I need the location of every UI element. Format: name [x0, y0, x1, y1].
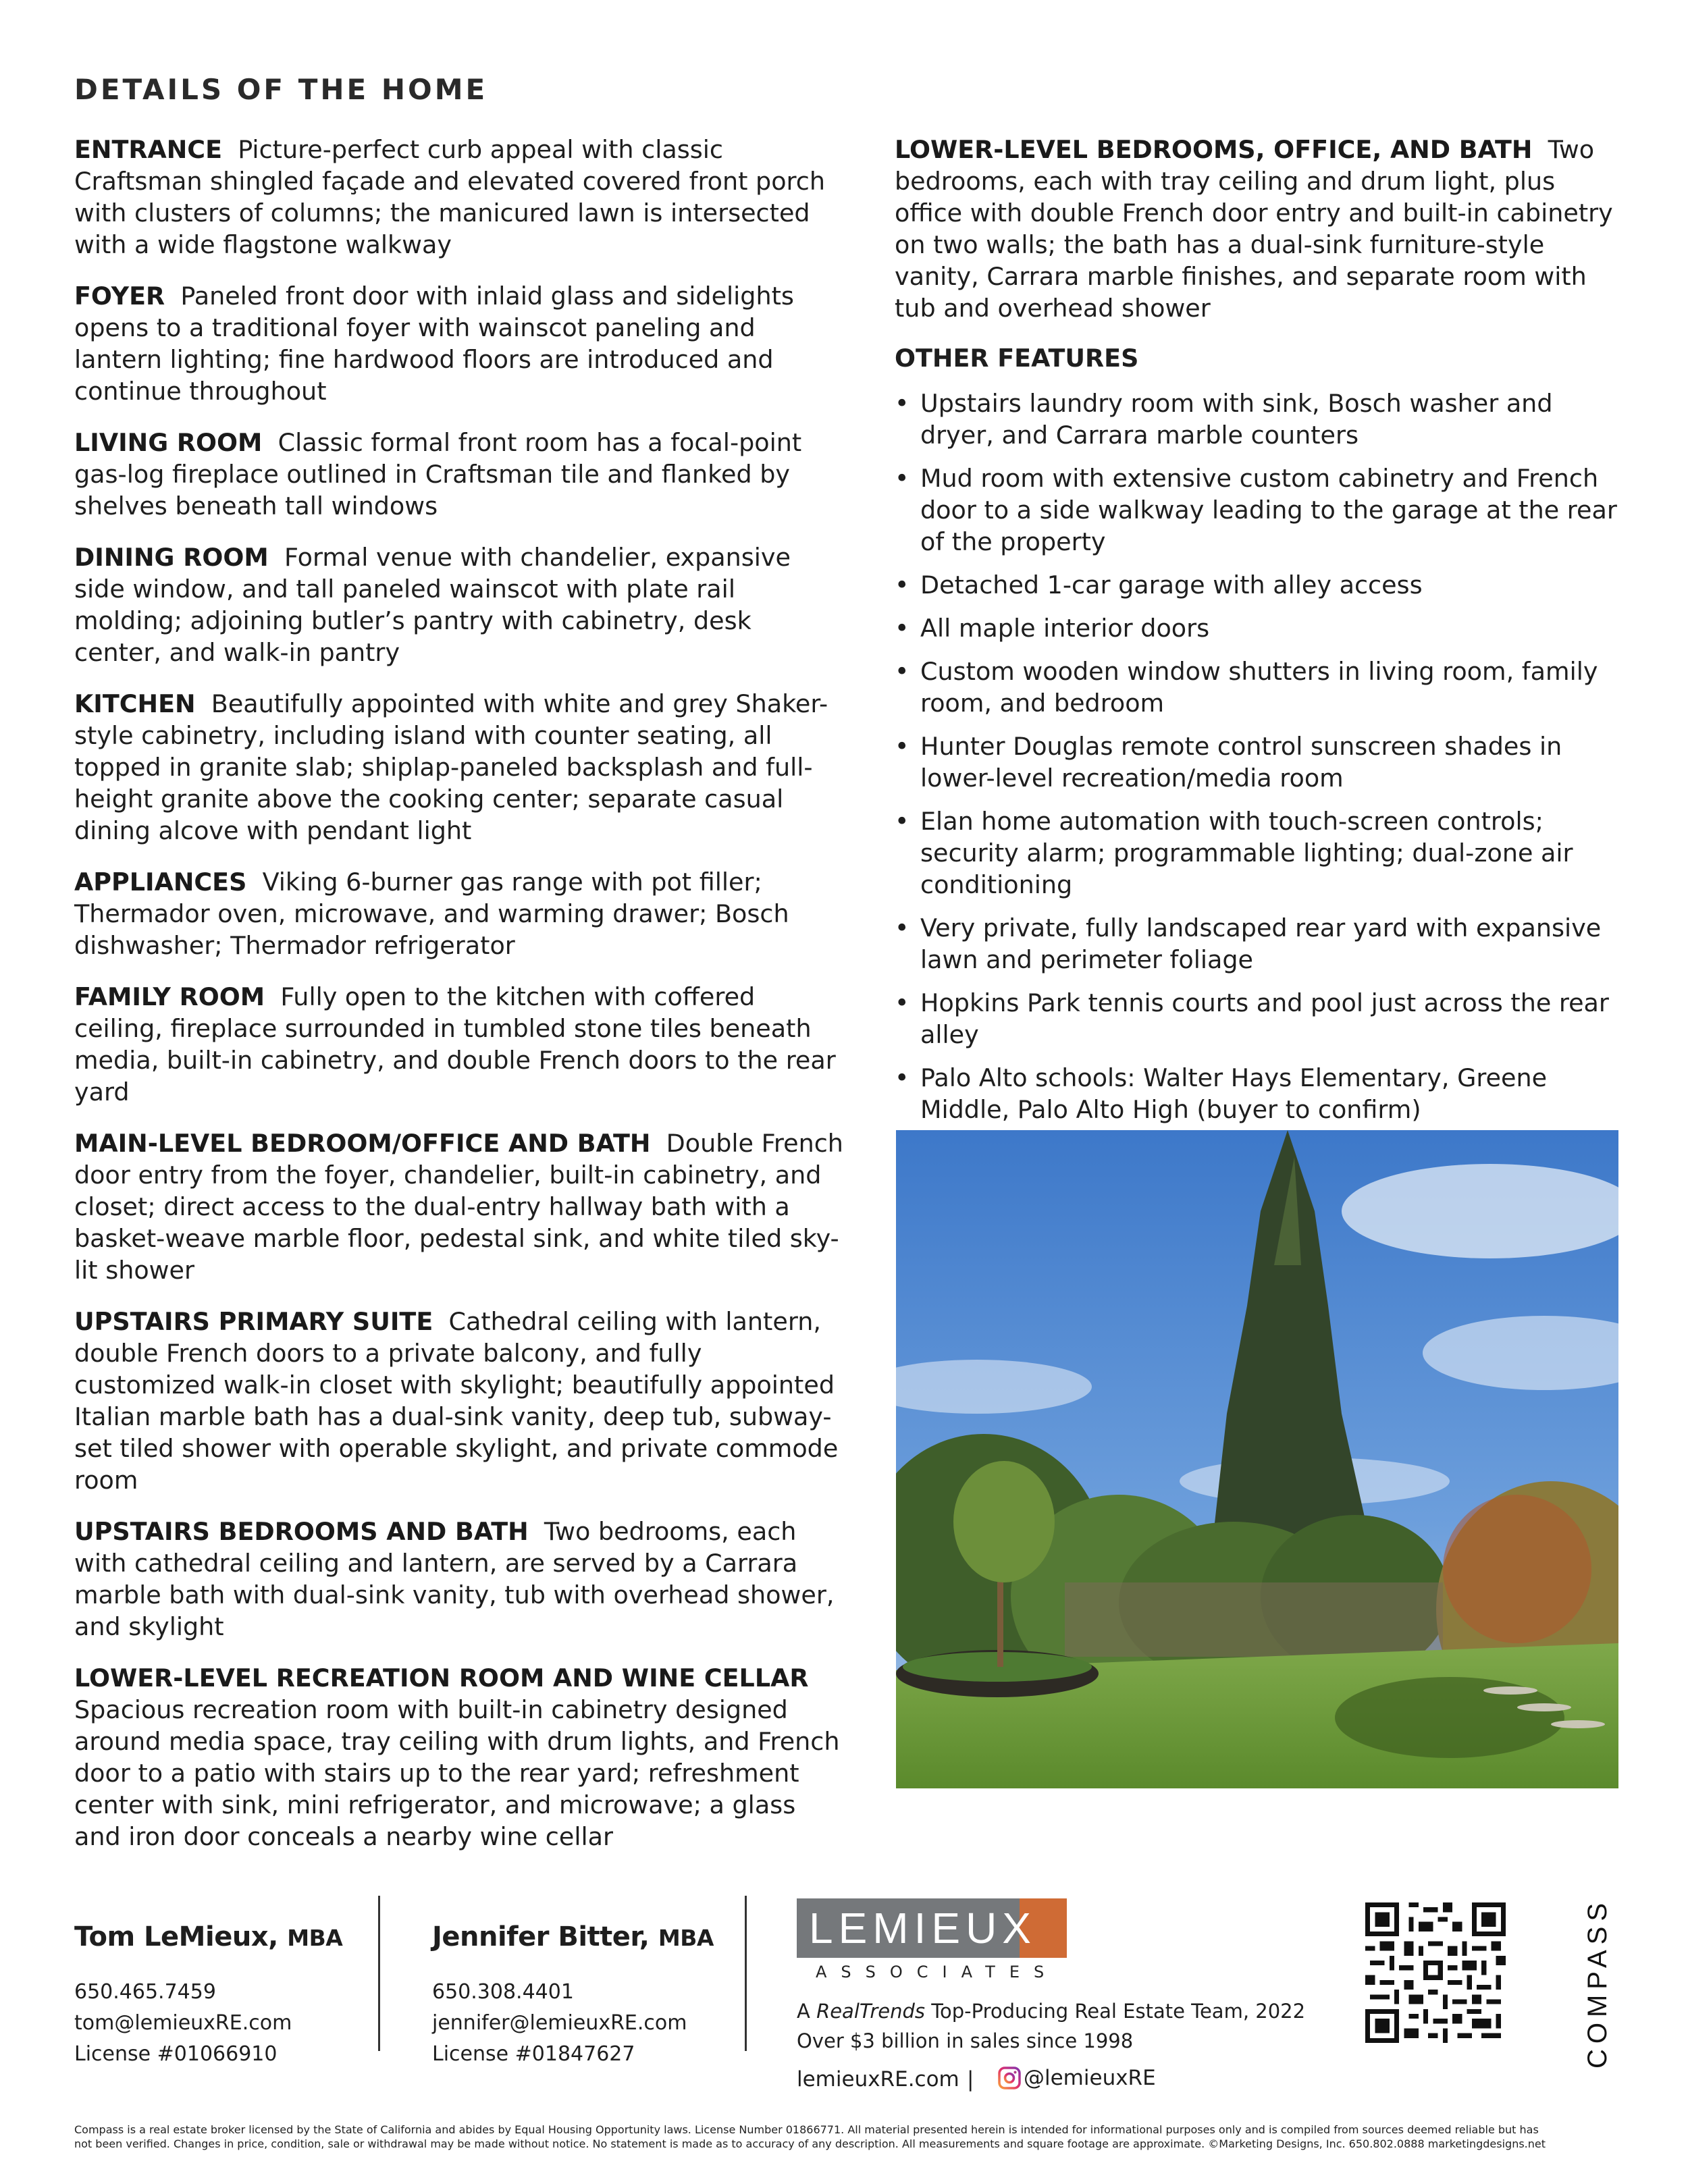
agent-email[interactable]: tom@lemieuxRE.com [74, 2011, 292, 2035]
section-heading: UPSTAIRS PRIMARY SUITE [74, 1307, 433, 1336]
section-heading: ENTRANCE [74, 135, 222, 164]
section-kitchen [74, 688, 844, 847]
instagram-link[interactable] [998, 2066, 1156, 2090]
disclaimer-line: Compass is a real estate broker licensed by the State of California and abides by Equal Housing Opportunity laws. License Number 01866771. All material presented herein is intended for informational purposes only and is compiled from sources deemed reliable but has [74, 2123, 1539, 2136]
feature-item: • Custom wooden window shutters in living room, family room, and bedroom [895, 656, 1620, 719]
section-lower-level-bedrooms [895, 134, 1620, 324]
logo-text: LEMIEUX [809, 1904, 1036, 1952]
section-dining-room [74, 541, 844, 668]
legal-disclaimer [74, 2123, 1620, 2151]
section-text: Picture-perfect curb appeal with classic Craftsman shingled façade and elevated covered front porch with clusters of columns; the manicured lawn is intersected with a wide flagstone walkway [74, 135, 825, 259]
feature-item: • Hopkins Park tennis courts and pool just across the rear alley [895, 987, 1620, 1050]
section-heading: LOWER-LEVEL RECREATION ROOM AND WINE CELLAR [74, 1663, 809, 1693]
agent-jennifer [432, 1921, 714, 2070]
agent-license: License #01847627 [432, 2042, 635, 2066]
section-main-level-bedroom [74, 1127, 844, 1286]
agent-name-text: Jennifer Bitter, [432, 1921, 650, 1952]
separator: | [967, 2067, 974, 2092]
agent-name-text: Tom LeMieux, [74, 1921, 278, 1952]
section-text: Spacious recreation room with built-in cabinetry designed around media space, tray ceiling with drum lights, and French door to a patio with stairs up to the rear yard; refreshment center with sink, mini refrigerator, and microwave; a glass and iron door conceals a nearby wine cellar [74, 1695, 840, 1851]
tagline-prefix: A [797, 2000, 810, 2023]
section-heading: LOWER-LEVEL BEDROOMS, OFFICE, AND BATH [895, 135, 1533, 164]
divider [378, 1896, 380, 2051]
section-text: Formal venue with chandelier, expansive side window, and tall paneled wainscot with plate rail molding; adjoining butler’s pantry with cabinetry, desk center, and walk-in pantry [74, 543, 791, 667]
tagline-rest: Top-Producing Real Estate Team, 2022 [931, 2000, 1306, 2023]
agent-tom [74, 1921, 342, 2070]
section-primary-suite [74, 1306, 844, 1496]
feature-item: • Mud room with extensive custom cabinetry and French door to a side walkway leading to the garage at the rear of the property [895, 462, 1620, 558]
agent-email[interactable]: jennifer@lemieuxRE.com [432, 2011, 687, 2035]
tagline [797, 2000, 1305, 2023]
section-text: Two bedrooms, each with tray ceiling and drum light, plus office with double French door entry and built-in cabinetry on two walls; the bath has a dual-sink furniture-style vanity, Carrara marble finishes, and separate room with tub and overhead shower [895, 135, 1613, 323]
section-heading: FAMILY ROOM [74, 982, 265, 1011]
agent-license: License #01066910 [74, 2042, 278, 2066]
disclaimer-line: not been verified. Changes in price, condition, sale or withdrawal may be made without notice. No statement is made as to accuracy of any description. All measurements and square footage are approximate. ©Marketing Designs, Inc. 650.802.0888 marketingdesigns.net [74, 2137, 1546, 2150]
feature-item: • All maple interior doors [895, 612, 1620, 644]
feature-item: • Upstairs laundry room with sink, Bosch washer and dryer, and Carrara marble counters [895, 388, 1620, 451]
feature-item: • Very private, fully landscaped rear yard with expansive lawn and perimeter foliage [895, 912, 1620, 976]
section-text: Viking 6-burner gas range with pot filler; Thermador oven, microwave, and warming drawer; Bosch dishwasher; Thermador refrigerator [74, 868, 789, 960]
section-text: Cathedral ceiling with lantern, double French doors to a private balcony, and fully customized walk-in closet with skylight; beautifully appointed Italian marble bath has a dual-sink vanity, deep tub, subway-set tiled shower with operable skylight, and private commode room [74, 1307, 839, 1495]
section-text: Classic formal front room has a focal-point gas-log fireplace outlined in Craftsman tile and flanked by shelves beneath tall windows [74, 428, 802, 521]
lemieux-logo [797, 1898, 1067, 1958]
section-heading: LIVING ROOM [74, 428, 263, 457]
section-heading: FOYER [74, 282, 165, 311]
other-features-list [895, 388, 1620, 1125]
section-appliances [74, 866, 844, 961]
agent-credential: MBA [287, 1925, 343, 1951]
feature-item: • Detached 1-car garage with alley access [895, 569, 1620, 601]
instagram-icon [998, 2067, 1021, 2089]
qr-code[interactable] [1365, 1902, 1506, 2043]
logo-associates: ASSOCIATES [816, 1963, 1059, 1981]
section-text: Double French door entry from the foyer, chandelier, built-in cabinetry, and closet; direct access to the dual-entry hallway bath with a basket-weave marble floor, pedestal sink, and white tiled sky-lit shower [74, 1129, 843, 1285]
section-living-room [74, 427, 844, 522]
divider [745, 1896, 747, 2051]
website-link[interactable]: lemieuxRE.com [797, 2067, 959, 2092]
section-heading: APPLIANCES [74, 868, 247, 897]
section-text: Two bedrooms, each with cathedral ceiling and lantern, are served by a Carrara marble bath with dual-sink vanity, tub with overhead shower, and skylight [74, 1517, 835, 1641]
section-text: Paneled front door with inlaid glass and sidelights opens to a traditional foyer with wainscot paneling and lantern lighting; fine hardwood floors are introduced and continue throughout [74, 282, 794, 406]
left-column [74, 134, 844, 1872]
agent-name [432, 1921, 714, 1952]
instagram-handle: @lemieuxRE [1024, 2066, 1156, 2090]
other-features-heading: OTHER FEATURES [895, 344, 1139, 373]
section-text: Beautifully appointed with white and grey Shaker-style cabinetry, including island with counter seating, all topped in granite slab; shiplap-paneled backsplash and full-height granite above the cooking center; separate casual dining alcove with pendant light [74, 689, 828, 845]
section-foyer [74, 280, 844, 407]
section-recreation-room [74, 1662, 844, 1853]
compass-logo [1581, 1896, 1615, 2070]
feature-item: • Hunter Douglas remote control sunscreen shades in lower-level recreation/media room [895, 730, 1620, 794]
section-heading: MAIN-LEVEL BEDROOM/OFFICE AND BATH [74, 1129, 651, 1158]
agent-name [74, 1921, 342, 1952]
section-family-room [74, 981, 844, 1108]
feature-item: • Elan home automation with touch-screen controls; security alarm; programmable lighting; dual-zone air conditioning [895, 805, 1620, 901]
tagline-sales: Over $3 billion in sales since 1998 [797, 2029, 1134, 2052]
agent-phone[interactable]: 650.465.7459 [74, 1980, 216, 2004]
page-title: DETAILS OF THE HOME [74, 73, 488, 106]
tagline-realtrends: RealTrends [816, 2000, 926, 2023]
section-heading: DINING ROOM [74, 543, 269, 572]
backyard-photo [896, 1130, 1618, 1788]
section-heading: UPSTAIRS BEDROOMS AND BATH [74, 1517, 529, 1546]
compass-text: COMPASS [1583, 1897, 1613, 2069]
agent-credential: MBA [658, 1925, 714, 1951]
right-column [895, 134, 1620, 1137]
agent-phone[interactable]: 650.308.4401 [432, 1980, 574, 2004]
section-entrance [74, 134, 844, 261]
section-upstairs-bedrooms [74, 1516, 844, 1643]
feature-item: • Palo Alto schools: Walter Hays Elementary, Greene Middle, Palo Alto High (buyer to confirm) [895, 1062, 1620, 1125]
section-heading: KITCHEN [74, 689, 196, 718]
section-text: Fully open to the kitchen with coffered ceiling, fireplace surrounded in tumbled stone tiles beneath media, built-in cabinetry, and double French doors to the rear yard [74, 982, 836, 1107]
